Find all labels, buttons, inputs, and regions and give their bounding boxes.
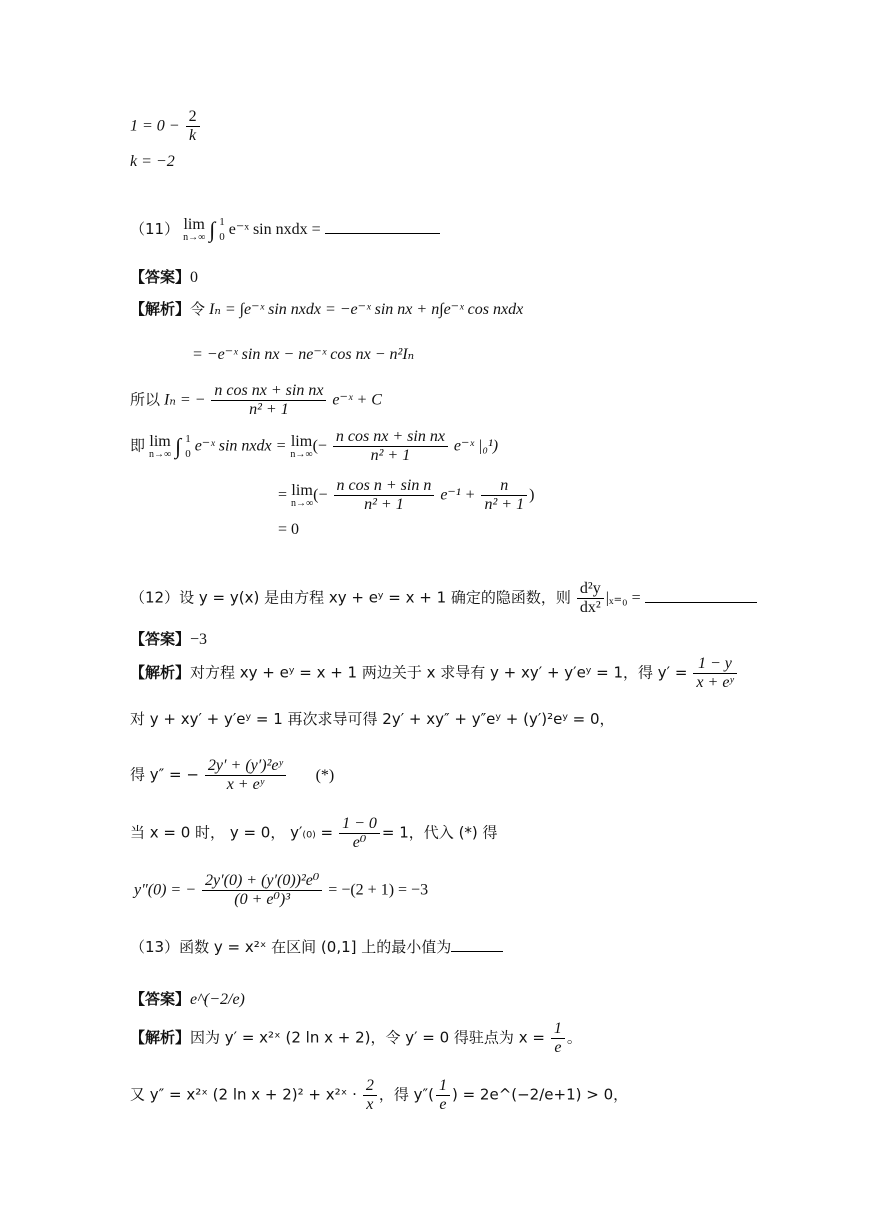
- q11-eq2-mid: e⁻¹ +: [440, 486, 476, 504]
- q11-In-result: [130, 382, 382, 420]
- q11-ji-label: 即: [130, 436, 146, 455]
- q11-ji-limit-2: [290, 434, 312, 460]
- q12-answer: [130, 630, 207, 649]
- q12-sol4-num: 1 − 0: [342, 815, 377, 832]
- top-fraction: [186, 108, 200, 146]
- q12-solution-4: [130, 815, 498, 853]
- q11-eq2-den: n² + 1: [334, 495, 435, 514]
- q11-ji-lim-word: lim: [149, 432, 171, 450]
- q11-sol-intro: 令: [190, 300, 206, 318]
- top-frac-num: 2: [188, 108, 197, 125]
- q13-number: （13）: [130, 938, 180, 956]
- q11-answer-blank: [325, 233, 440, 234]
- q11-ji-lim-word-2: lim: [290, 432, 313, 450]
- q13-sol2-num2: 1: [438, 1077, 447, 1094]
- q12-sol4-tail: = 1，代入 (*) 得: [381, 823, 498, 842]
- q13-sol2-mid: ，得 y″(: [378, 1085, 434, 1104]
- q11-ji-limits: [185, 432, 191, 463]
- q11-limit-line: [130, 428, 498, 466]
- q12-sol5-fraction: [202, 872, 322, 910]
- q11-eq2-num2: n: [500, 477, 509, 494]
- integral-sign: ∫: [209, 217, 216, 243]
- q11-ji-num: n cos nx + sin nx: [335, 428, 445, 445]
- top-eq1-text: 1 = 0 −: [130, 117, 184, 135]
- q11-integral-limits: [219, 215, 225, 246]
- q12-sol4-den: e⁰: [339, 833, 380, 852]
- q11-eq2-fraction: [334, 477, 435, 515]
- top-equation-2: k = −2: [130, 153, 175, 170]
- q12-answer-tag: 【答案】: [130, 630, 191, 648]
- q12-sol1-den: x + eʸ: [693, 673, 736, 692]
- q12-sol3-lead: 得 y″ = −: [130, 765, 199, 784]
- q11-ji-lim-sub: n→∞: [149, 448, 172, 460]
- q11-lim-word: lim: [183, 216, 205, 234]
- q13-text: 函数 y = x²ˣ 在区间 (0,1] 上的最小值为: [179, 938, 452, 956]
- q11-eq2: [278, 477, 534, 515]
- q11-answer-value: 0: [190, 269, 199, 286]
- q13-solution-tag: 【解析】: [130, 1028, 191, 1047]
- q11-eq2-lead: =: [278, 486, 288, 504]
- q12-sol3-fraction: [205, 757, 286, 795]
- q13-sol2-lead: 又 y″ = x²ˣ (2 ln x + 2)² + x²ˣ ·: [130, 1085, 357, 1104]
- q13-sol2-num: 2: [365, 1077, 374, 1094]
- q12-sol4-lead: 当 x = 0 时， y = 0， y′₍₀₎ =: [130, 823, 334, 842]
- q12-sol1-num: 1 − y: [698, 655, 732, 672]
- q12-solution-5: [134, 872, 428, 910]
- q11-solution-1: [130, 300, 523, 319]
- q13-sol2-den2: e: [436, 1095, 450, 1114]
- q11-ji-limit: [149, 434, 171, 460]
- q11-eq2-close: ): [529, 486, 535, 504]
- q12-sol4-fraction: [339, 815, 380, 853]
- q11-upper: 1: [219, 216, 225, 228]
- q11-integrand: e⁻ˣ sin nxdx =: [228, 221, 321, 239]
- q13-sol1-num: 1: [553, 1020, 562, 1037]
- q12-derivative: [577, 580, 604, 618]
- q11-answer-tag: 【答案】: [130, 268, 191, 286]
- q11-ji-open: (−: [312, 437, 327, 455]
- q13-question: [130, 938, 503, 957]
- q13-solution-1: [130, 1020, 582, 1058]
- q11-In-fraction: [211, 382, 326, 420]
- q12-text: 设 y = y(x) 是由方程 xy + eʸ = x + 1 确定的隐函数，则: [179, 588, 571, 607]
- q11-eq2-open: (−: [313, 486, 328, 504]
- q12-solution-1: [130, 655, 739, 693]
- q12-solution-2: 对 y + xy′ + y′eʸ = 1 再次求导可得 2y′ + xy″ + y″eʸ + (y′)²eʸ = 0，: [130, 710, 615, 728]
- q11-solution-2: = −e⁻ˣ sin nx − ne⁻ˣ cos nx − n²Iₙ: [192, 346, 415, 363]
- q11-solution-tag: 【解析】: [130, 300, 191, 318]
- q12-d-eval: |ₓ₌₀ =: [605, 589, 641, 607]
- q13-sol2-fraction-2: [436, 1077, 450, 1115]
- q13-answer-value: e^(−2/e): [190, 991, 245, 1008]
- q13-sol1-den: e: [551, 1038, 565, 1057]
- q13-answer-tag: 【答案】: [130, 990, 191, 1008]
- q11-In-tail: e⁻ˣ + C: [332, 391, 382, 409]
- q11-sol-line1: Iₙ = ∫e⁻ˣ sin nxdx = −e⁻ˣ sin nx + n∫e⁻ˣ cos nxdx: [209, 301, 524, 318]
- q11-ji-upper: 1: [185, 432, 191, 445]
- q13-solution-2: [130, 1077, 628, 1115]
- q12-number: （12）: [130, 588, 180, 607]
- q12-sol5-den: (0 + e⁰)³: [202, 890, 322, 909]
- q12-sol3-mark: (*): [315, 766, 335, 784]
- top-equation-1: [130, 108, 202, 146]
- q11-eq2-num: n cos n + sin n: [336, 477, 432, 494]
- integral-sign: ∫: [175, 433, 182, 459]
- q11-eq2-fraction-2: [481, 477, 527, 515]
- q13-sol2-tail: ) = 2e^(−2/e+1) > 0，: [451, 1085, 629, 1104]
- q11-eq2-den2: n² + 1: [481, 495, 527, 514]
- q12-solution-tag: 【解析】: [130, 663, 191, 682]
- q12-sol5-lead: y″(0) = −: [134, 881, 197, 899]
- q11-number: （11）: [130, 220, 180, 239]
- q11-In-den: n² + 1: [211, 400, 326, 419]
- q13-answer-blank: [451, 951, 503, 952]
- q12-solution-3: [130, 757, 334, 795]
- q12-sol3-den: x + eʸ: [205, 775, 286, 794]
- q11-ji-tail: e⁻ˣ |₀¹): [453, 437, 499, 455]
- q13-sol1-tail: 。: [566, 1028, 582, 1047]
- q11-ji-lim-sub-2: n→∞: [290, 448, 313, 460]
- q12-sol3-num: 2y′ + (y′)²eʸ: [207, 757, 283, 774]
- q11-eq2-limit: [291, 483, 313, 509]
- q12-question: [130, 580, 757, 618]
- q12-sol1: 对方程 xy + eʸ = x + 1 两边关于 x 求导有 y + xy′ + y′eʸ = 1，得 y′ =: [190, 663, 688, 682]
- q11-limit: [183, 217, 205, 243]
- q11-ji-den: n² + 1: [333, 446, 448, 465]
- q11-lower: 0: [219, 231, 225, 244]
- q11-In-lhs: Iₙ = −: [164, 391, 206, 409]
- q11-answer: [130, 268, 198, 287]
- q11-eq2-lim-word: lim: [291, 481, 313, 499]
- q13-sol2-fraction: [363, 1077, 377, 1115]
- q13-sol1-lead: 因为 y′ = x²ˣ (2 ln x + 2)，令 y′ = 0 得驻点为 x =: [190, 1028, 545, 1047]
- q12-d-den: dx²: [577, 598, 604, 617]
- q12-sol1-fraction: [693, 655, 736, 693]
- q11-question: [130, 215, 440, 246]
- q12-d-num: d²y: [579, 580, 601, 597]
- top-frac-den: k: [186, 126, 200, 145]
- q13-sol1-fraction: [551, 1020, 565, 1058]
- q13-sol2-den: x: [363, 1095, 377, 1114]
- q11-eq3: = 0: [278, 521, 300, 538]
- q12-answer-value: −3: [190, 631, 208, 648]
- q11-ji-fraction: [333, 428, 448, 466]
- q11-eq2-lim-sub: n→∞: [291, 497, 314, 509]
- q11-lim-sub: n→∞: [183, 232, 206, 244]
- q11-so-label: 所以: [130, 390, 161, 409]
- q12-answer-blank: [645, 602, 757, 603]
- q12-sol5-tail: = −(2 + 1) = −3: [328, 881, 429, 899]
- q11-In-num: n cos nx + sin nx: [214, 382, 324, 399]
- q12-sol5-num: 2y′(0) + (y′(0))²e⁰: [205, 872, 320, 889]
- q11-ji-lower: 0: [185, 447, 191, 460]
- q11-ji-mid: e⁻ˣ sin nxdx =: [194, 437, 287, 455]
- q13-answer: [130, 990, 245, 1009]
